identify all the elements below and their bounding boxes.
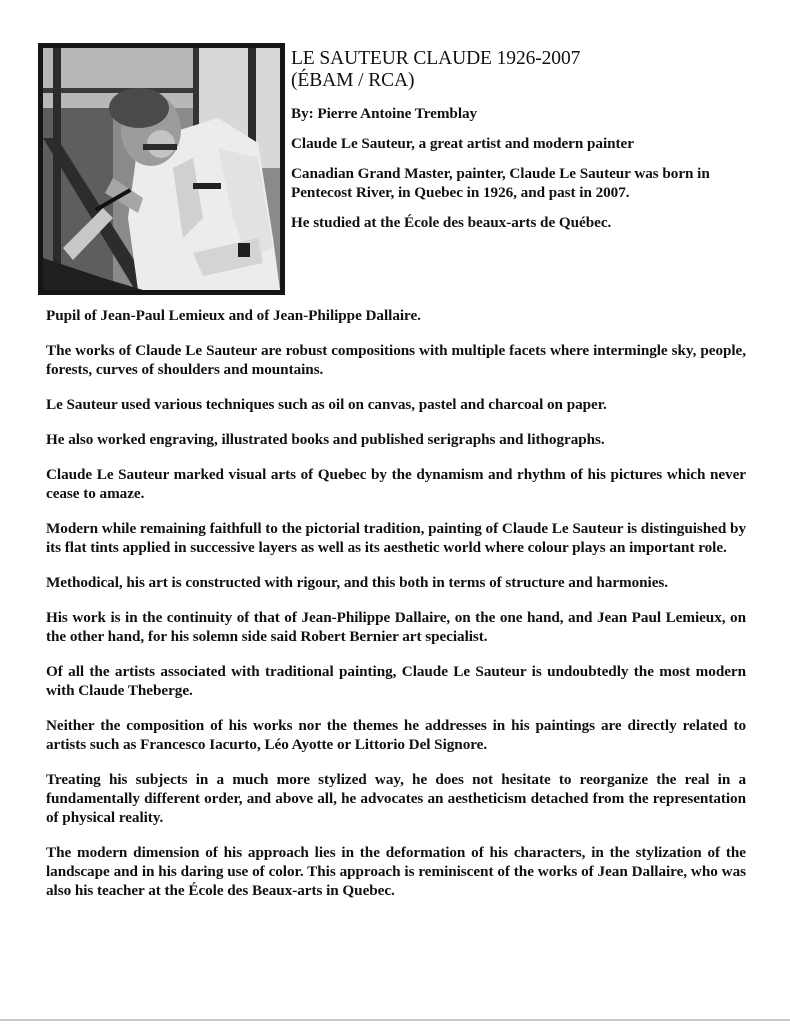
page-bottom-rule [0,1019,790,1021]
artist-photo [38,43,285,295]
header-block [291,48,761,243]
body-paragraph: Treating his subjects in a much more stylized way, he does not hesitate to reorganize the real in a fundamentally different order, and above all, he advocates an aestheticism detached from the representation of physical reality. [46,771,746,826]
article-body [46,306,746,916]
body-paragraph: Methodical, his art is constructed with rigour, and this both in terms of structure and harmonies. [46,574,669,591]
body-paragraph: Le Sauteur used various techniques such as oil on canvas, pastel and charcoal on paper. [46,396,607,413]
intro-paragraph: Canadian Grand Master, painter, Claude Le Sauteur was born in Pentecost River, in Quebec in 1926, and past in 2007. [291,165,710,201]
body-paragraph: The works of Claude Le Sauteur are robust compositions with multiple facets where intermingle sky, people, forests, curves of shoulders and mountains. [46,342,746,378]
intro-paragraph: Claude Le Sauteur, a great artist and modern painter [291,135,634,152]
artist-photo-image [43,48,280,290]
title-line-1: LE SAUTEUR CLAUDE 1926-2007 [291,48,581,69]
document-title [291,48,761,92]
body-paragraph: The modern dimension of his approach lies in the deformation of his characters, in the stylization of the landscape and in his daring use of color. This approach is reminiscent of the works of Jean Dallaire, who was also his teacher at the École des Beaux-arts in Quebec. [46,844,746,899]
body-paragraph: Modern while remaining faithfull to the pictorial tradition, painting of Claude Le Sauteur is distinguished by its flat tints applied in successive layers as well as its aesthetic world where colour plays an important role. [46,520,746,556]
body-paragraph: His work is in the continuity of that of Jean-Philippe Dallaire, on the one hand, and Jean Paul Lemieux, on the other hand, for his solemn side said Robert Bernier art specialist. [46,609,746,645]
intro-paragraph: He studied at the École des beaux-arts de Québec. [291,214,612,231]
body-paragraph: Of all the artists associated with traditional painting, Claude Le Sauteur is undoubtedly the most modern with Claude Theberge. [46,663,746,699]
byline: By: Pierre Antoine Tremblay [291,105,478,122]
body-paragraph: Pupil of Jean-Paul Lemieux and of Jean-Philippe Dallaire. [46,307,421,324]
body-paragraph: He also worked engraving, illustrated books and published serigraphs and lithographs. [46,431,605,448]
title-line-2: (ÉBAM / RCA) [291,70,415,91]
body-paragraph: Neither the composition of his works nor the themes he addresses in his paintings are directly related to artists such as Francesco Iacurto, Léo Ayotte or Littorio Del Signore. [46,717,746,753]
body-paragraph: Claude Le Sauteur marked visual arts of Quebec by the dynamism and rhythm of his pictures which never cease to amaze. [46,466,746,502]
